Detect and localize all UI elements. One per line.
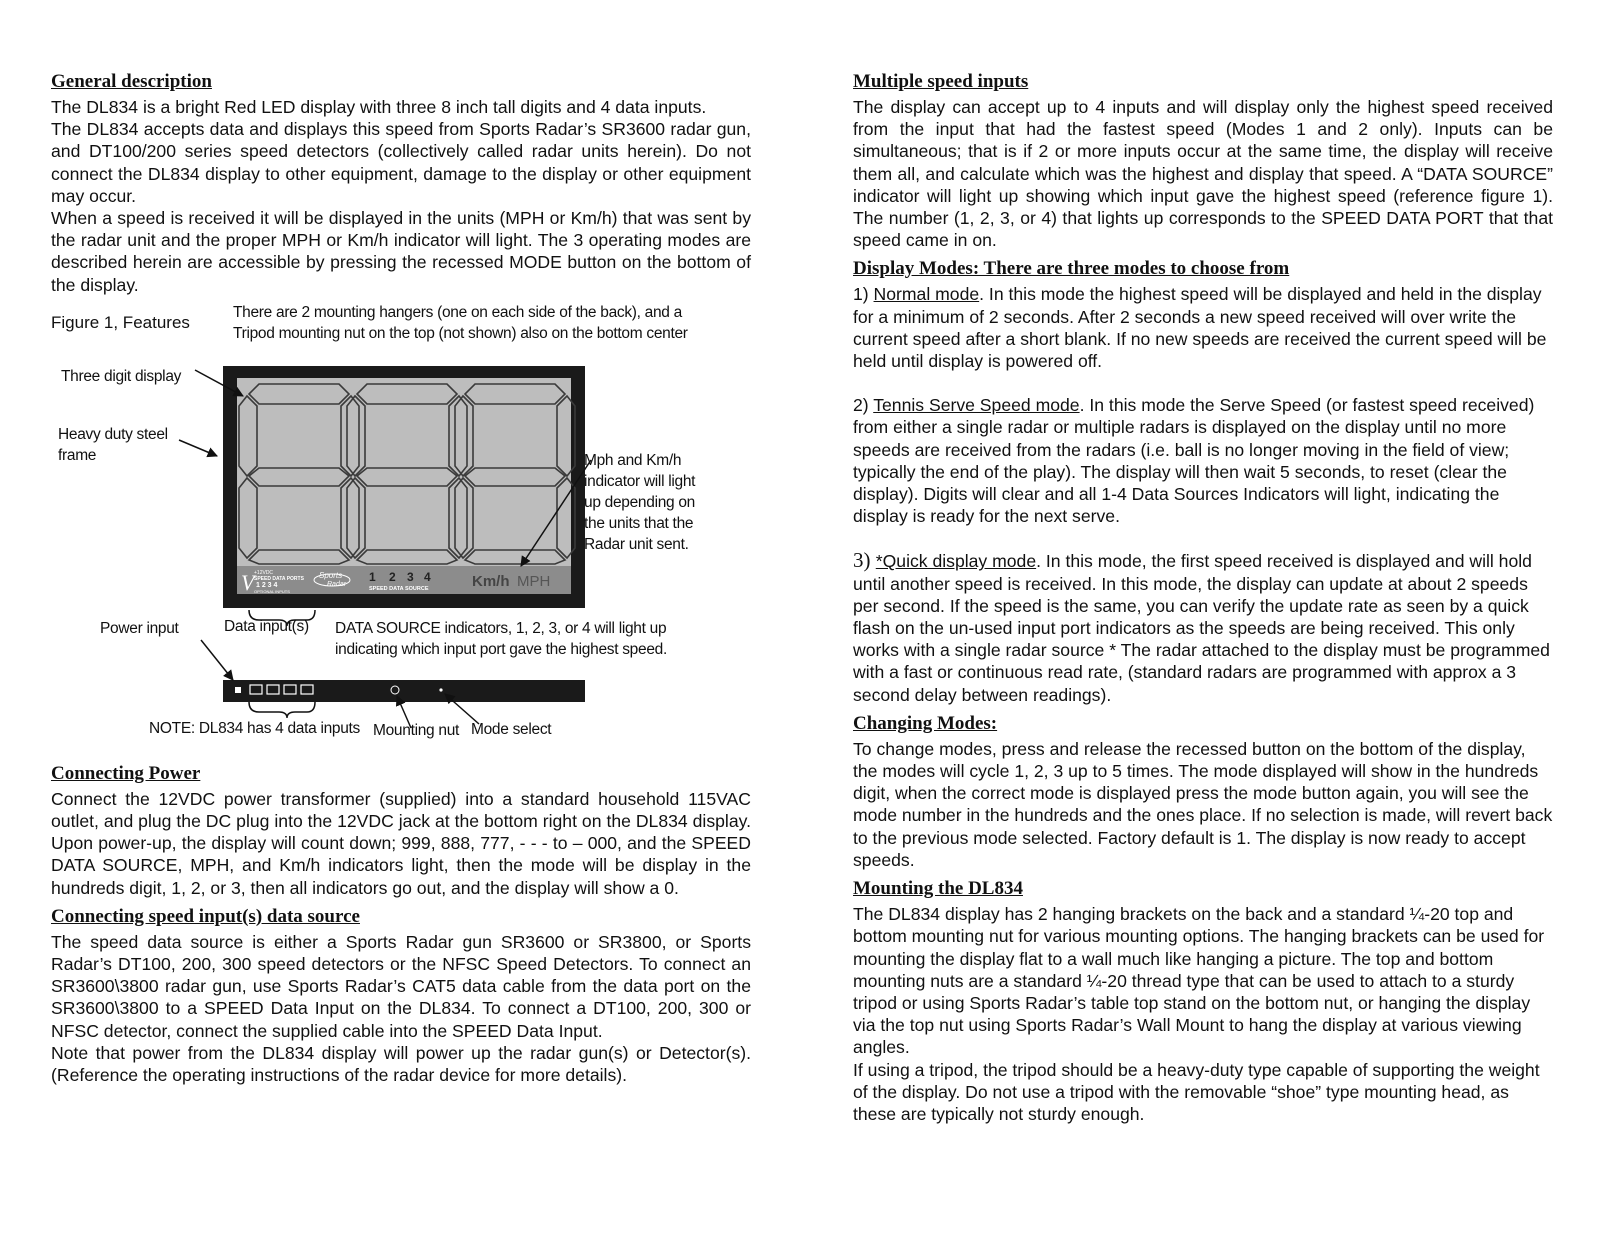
changing-modes-heading: Changing Modes: bbox=[853, 712, 998, 734]
label-note: NOTE: DL834 has 4 data inputs bbox=[149, 719, 361, 737]
changing-modes-p1: To change modes, press and release the recessed button on the bottom of the display, the modes will cycle 1, 2, 3 up to 5 times. The mode displayed will show in the hundreds digit, when the correct mode is displayed press the mode button again, you will see the mode number in the hundreds and the ones place. If no selection is made, will revert back to the previous mode selected. Factory default is 1. The display is now ready to accept speeds. bbox=[853, 738, 1553, 870]
power-symbol: V bbox=[241, 569, 255, 595]
general-description-p1: The DL834 is a bright Red LED display with three 8 inch tall digits and 4 data inputs. bbox=[51, 97, 707, 117]
connecting-power-p1: Connect the 12VDC power transformer (supplied) into a standard household 115VAC outlet, and plug the DC plug into the 12VDC jack at the bottom right on the DL834 display. Upon power-up, the display will count down; 999, 888, 777, - - - to – 000, and the SPEED DATA SOURCE, MPH, and Km/h indicators light, then the mode will be display in the hundreds digit, 1, 2, or 3, then all indicators go out, and the display will show a 0. bbox=[51, 788, 751, 898]
mode-3-number: 3) bbox=[853, 548, 876, 573]
mode-1-number: 1) bbox=[853, 284, 874, 305]
source-num-4: 4 bbox=[424, 569, 431, 584]
figure-note-top-1: There are 2 mounting hangers (one on each side of the back), and a bbox=[233, 303, 682, 321]
mode-select-button bbox=[439, 688, 442, 691]
label-frame-2: frame bbox=[58, 446, 97, 464]
mode-3-paragraph bbox=[853, 549, 1553, 705]
multiple-inputs-p1: The display can accept up to 4 inputs and will display only the highest speed received from the input that had the fastest speed (Modes 1 and 2 only). Inputs can be simultaneous; that is if 2 or more inputs occur at the same time, the display will receive them all, and calculate which was the highest and display that speed. A “DATA SOURCE” indicator will light up showing which input gave the highest speed (reference figure 1). The number (1, 2, 3, or 4) that lights up corresponds to the SPEED DATA PORT that that speed came in on. bbox=[853, 97, 1553, 251]
panel-logo-2: Radar bbox=[327, 580, 347, 588]
panel-logo-1: Sports bbox=[319, 570, 343, 580]
mode-3-name: *Quick display mode bbox=[875, 551, 1037, 572]
right-column bbox=[853, 70, 1553, 1125]
label-source-2: indicating which input port gave the highest speed. bbox=[335, 640, 667, 658]
panel-kmh: Km/h bbox=[472, 572, 510, 590]
mode-1-name: Normal mode bbox=[873, 284, 980, 305]
label-mph-5: Radar unit sent. bbox=[584, 535, 689, 553]
display-face bbox=[237, 378, 571, 566]
label-frame-1: Heavy duty steel bbox=[58, 425, 168, 443]
left-column bbox=[51, 70, 751, 1086]
label-power: Power input bbox=[100, 619, 179, 637]
mode-2-paragraph bbox=[853, 394, 1553, 527]
power-jack bbox=[235, 687, 241, 693]
mode-2-number: 2) bbox=[853, 395, 874, 416]
mounting-p2: If using a tripod, the tripod should be a heavy-duty type capable of supporting the weight of the display. Do not use a tripod with the removable “shoe” type mounting head, as these are typically not sturdy enough. bbox=[853, 1059, 1540, 1124]
display-modes-heading: Display Modes: There are three modes to choose from bbox=[853, 258, 1290, 280]
connecting-input-p1: The speed data source is either a Sports Radar gun SR3600 or SR3800, or Sports Radar’s DT100, 200, 300 speed detectors or the NFSC Speed Detectors. To connect an SR3600\3800 radar gun, use Sports Radar’s CAT5 data cable from the data port on the SR3600\3800 to a SPEED Data Input on the DL834. To connect a DT100, 200, 300 or NFSC detector, connect the supplied cable into the SPEED Data Input. bbox=[51, 931, 751, 1041]
panel-port-nums: 1 2 3 4 bbox=[256, 581, 278, 589]
panel-12vdc: +12VDC bbox=[254, 569, 274, 576]
mode-2-name: Tennis Serve Speed mode bbox=[873, 395, 1080, 416]
panel-mph: MPH bbox=[517, 572, 551, 590]
figure-caption: Figure 1, Features bbox=[51, 312, 190, 332]
mode-1-paragraph bbox=[853, 283, 1553, 372]
mode-1-text: . In this mode the highest speed will be displayed and held in the display for a minimum of 2 seconds. After 2 seconds a new speed received will over write the current speed after a short blank. If no new speeds are received the current speed will be held until display is powered off. bbox=[853, 284, 1547, 372]
label-mph-4: the units that the bbox=[584, 514, 694, 532]
data-input-brace-bottom bbox=[249, 702, 315, 718]
panel-optional: OPTIONAL INPUTS bbox=[254, 588, 290, 594]
arrow-power bbox=[201, 640, 233, 680]
general-description-p2: The DL834 accepts data and displays this speed from Sports Radar’s SR3600 radar gun, and DT100/200 series speed detectors (collectively called radar units herein). Do not connect the DL834 display to other equipment, damage to the display or other equipment may occur. bbox=[51, 119, 751, 206]
mode-2-text: . In this mode the Serve Speed (or fastest speed received) from either a single radar or multiple radars is displayed on the display until no more speeds are received from the radars (i.e. ball is no longer moving in the field of view; typically the end of the play). The display will then wait 5 seconds, to reset (clear the display). Digits will clear and all 1-4 Data Sources Indicators will light, indicating the display is ready for the next serve. bbox=[853, 395, 1535, 527]
figure-features bbox=[51, 303, 751, 762]
arrow-frame bbox=[179, 440, 217, 456]
panel-source-label: SPEED DATA SOURCE bbox=[369, 585, 429, 592]
label-mph-2: indicator will light bbox=[584, 472, 696, 490]
label-mph-3: up depending on bbox=[584, 493, 696, 511]
label-three-digit: Three digit display bbox=[61, 367, 182, 385]
label-source-1: DATA SOURCE indicators, 1, 2, 3, or 4 will light up bbox=[335, 619, 667, 637]
source-num-2: 2 bbox=[389, 569, 396, 584]
connecting-input-heading: Connecting speed input(s) data source bbox=[51, 905, 360, 927]
general-description-p3: When a speed is received it will be displayed in the units (MPH or Km/h) that was sent by the radar unit and the proper MPH or Km/h indicator will light. The 3 operating modes are described herein are accessible by pressing the recessed MODE button on the bottom of the display. bbox=[51, 208, 751, 295]
display-bottom-view bbox=[223, 680, 585, 702]
panel-ports: SPEED DATA PORTS bbox=[254, 575, 304, 582]
label-data-inputs: Data input(s) bbox=[224, 617, 309, 635]
mounting-heading: Mounting the DL834 bbox=[853, 878, 1023, 900]
mounting-p1: The DL834 display has 2 hanging brackets on the back and a standard ¼-20 top and bottom mounting nut for various mounting options. The hanging brackets can be used for mounting the display flat to a wall much like hanging a picture. The top and bottom mounting nuts are a standard ¼-20 thread type that can be used to attach to a sturdy tripod or using Sports Radar’s table top stand on the bottom nut, or hanging the display via the top nut using Sports Radar’s Wall Mount to hang the display at various viewing angles. bbox=[853, 904, 1545, 1058]
figure-note-top-2: Tripod mounting nut on the top (not shown) also on the bottom center bbox=[233, 324, 688, 342]
general-description-heading: General description bbox=[51, 71, 212, 92]
connecting-input-p2: Note that power from the DL834 display will power up the radar gun(s) or Detector(s). (Reference the operating instructions of the radar device for more details). bbox=[51, 1042, 751, 1086]
source-num-3: 3 bbox=[407, 569, 414, 584]
connecting-power-heading: Connecting Power bbox=[51, 762, 201, 784]
mode-3-text: . In this mode, the first speed received is displayed and will hold until another speed is received. In this mode, the display can update at about 2 speeds per second. If the speed is the same, you can verify the update rate as seen by a quick flash on the un-used input port indicators as the speeds are being received. This only works with a single radar source * The radar attached to the display must be programmed with a fast or continuous read rate, (standard radars are programmed with approx a 3 second delay between readings). bbox=[853, 551, 1550, 705]
label-mode: Mode select bbox=[471, 720, 552, 738]
label-mounting: Mounting nut bbox=[373, 721, 460, 739]
multiple-inputs-heading: Multiple speed inputs bbox=[853, 71, 1029, 92]
label-mph-1: Mph and Km/h bbox=[584, 451, 682, 469]
source-num-1: 1 bbox=[369, 569, 376, 584]
